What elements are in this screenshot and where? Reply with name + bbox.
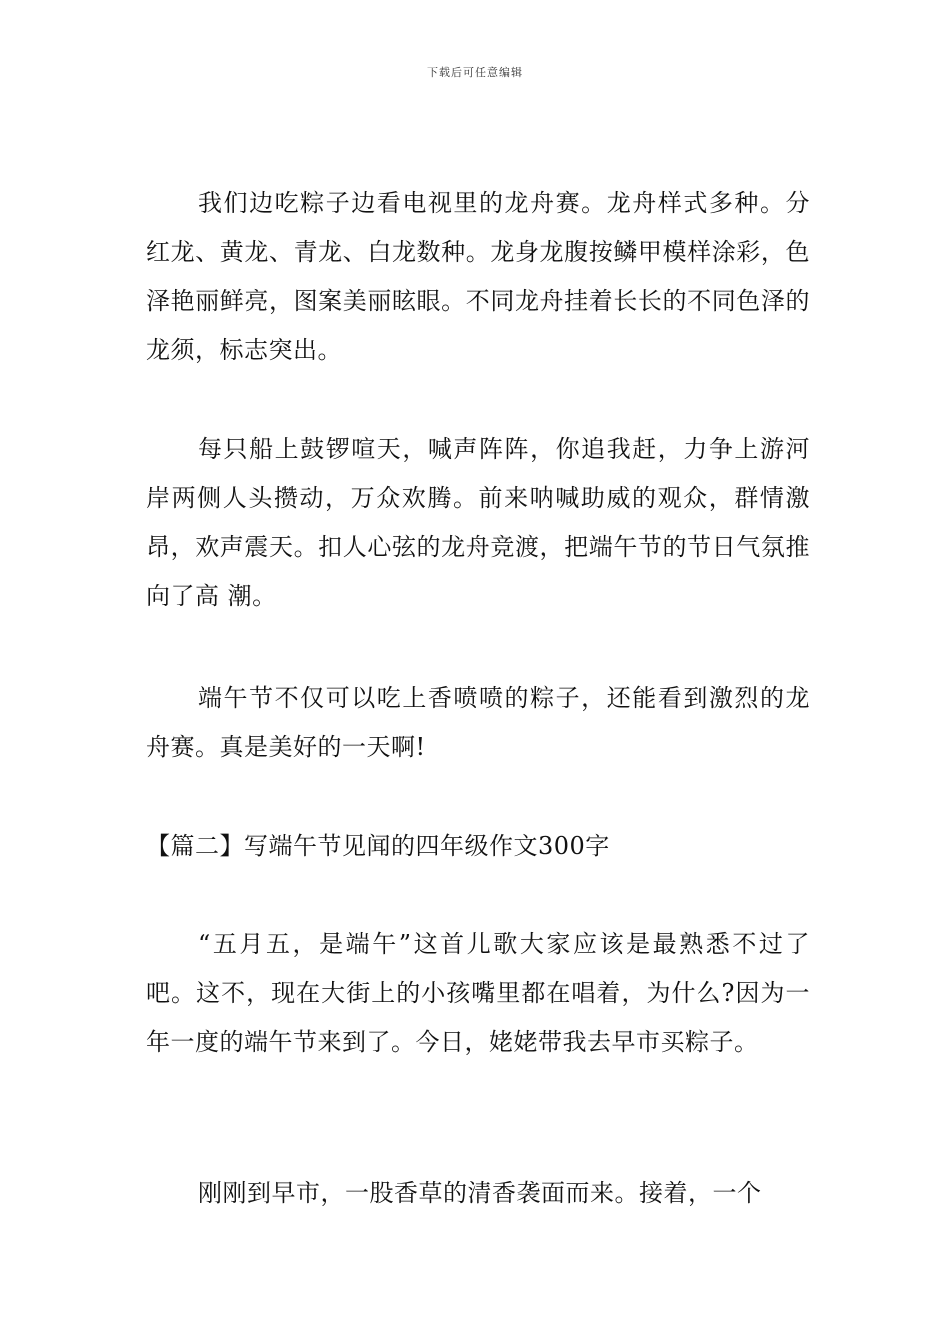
page-header-note: 下载后可任意编辑 [427,66,523,79]
paragraph-race-atmosphere: 每只船上鼓锣喧天，喊声阵阵，你追我赶，力争上游河岸两侧人头攒动，万众欢腾。前来呐喊助威的观众，群情激昂，欢声震天。扣人心弦的龙舟竞渡，把端午节的节日气氛推向了高 潮。 [146,435,810,610]
paragraph-song-intro: “五月五，是端午”这首儿歌大家应该是最熟悉不过了吧。这不，现在大街上的小孩嘴里都在唱着，为什么?因为一年一度的端午节来到了。今日，姥姥带我去早市买粽子。 [146,930,810,1056]
paragraph-conclusion: 端午节不仅可以吃上香喷喷的粽子，还能看到激烈的龙舟赛。真是美好的一天啊! [146,684,810,761]
section-title: 【篇二】写端午节见闻的四年级作文300字 [146,832,610,860]
paragraph-morning-market: 刚刚到早市，一股香草的清香袭面而来。接着，一个 [198,1179,762,1207]
paragraph-dragon-boat-styles: 我们边吃粽子边看电视里的龙舟赛。龙舟样式多种。分红龙、黄龙、青龙、白龙数种。龙身龙腹按鳞甲模样涂彩，色泽艳丽鲜亮，图案美丽眩眼。不同龙舟挂着长长的不同色泽的龙须，标志突出。 [146,189,810,364]
